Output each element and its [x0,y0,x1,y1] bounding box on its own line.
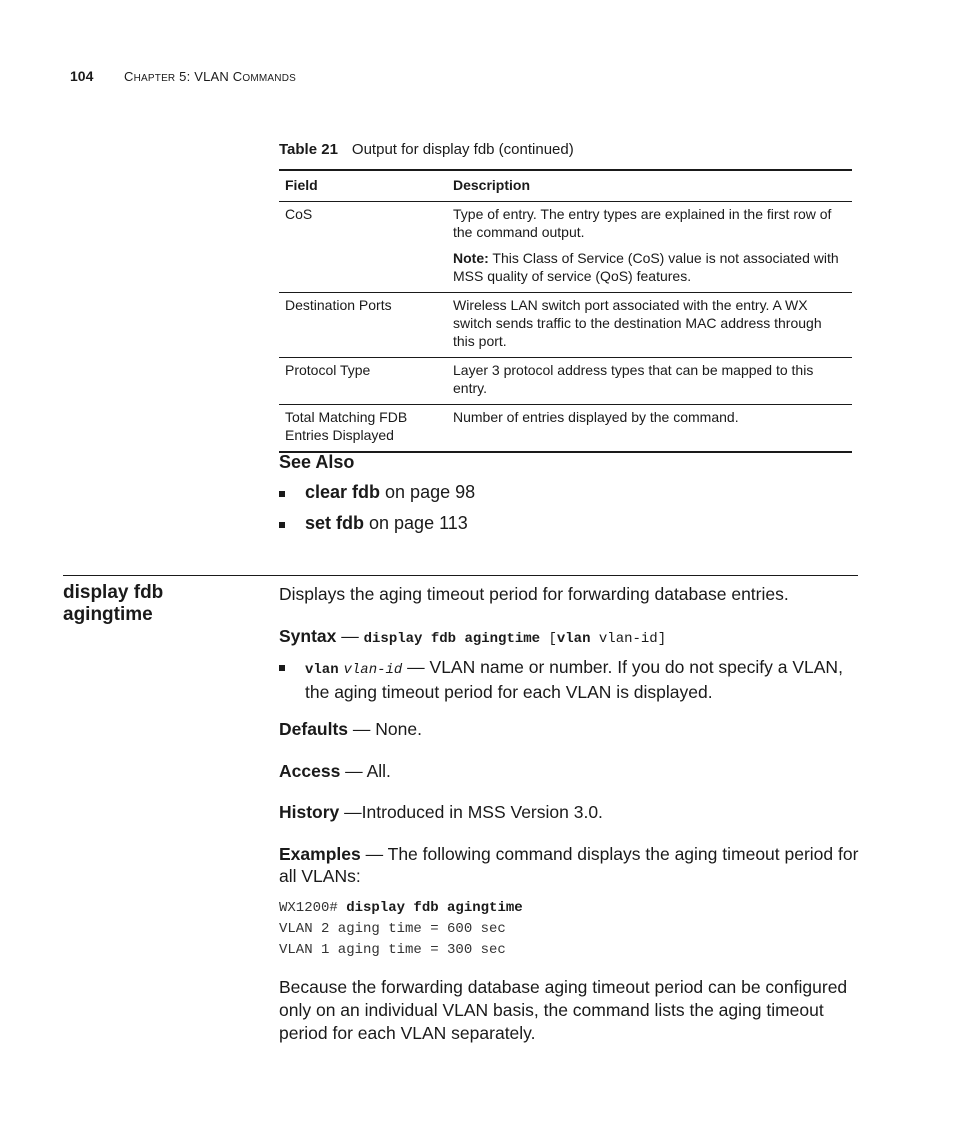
syntax-command: display fdb agingtime [363,631,541,647]
defaults-label: Defaults [279,719,349,739]
table-caption-text: Output for display fdb (continued) [351,141,574,158]
access-line [279,760,859,782]
chapter-title-part: C [124,69,134,84]
code-command: display fdb agingtime [346,900,523,916]
see-also-heading: See Also [279,452,355,472]
section-heading-line: display fdb [63,582,164,603]
code-output-line: VLAN 1 aging time = 300 sec [279,942,506,958]
command-description: Displays the aging timeout period for forwarding database entries. [279,584,789,604]
bullet-icon [279,665,285,671]
table-caption [279,141,574,158]
page-number: 104 [70,68,94,84]
table-row [279,358,852,405]
see-also-item [279,513,468,534]
code-output-line: VLAN 2 aging time = 600 sec [279,921,506,937]
syntax-keyword: vlan [556,631,591,647]
see-also-link-clear-fdb[interactable]: clear fdb [305,482,381,502]
table-row [279,405,852,453]
syntax-dash: — [336,626,364,646]
chapter-title-part: HAPTER [133,73,176,84]
chapter-title [124,69,296,84]
closing-paragraph: Because the forwarding database aging timeout period can be configured only on an individual VLAN basis, the command lists the aging timeout period for each VLAN separately. [279,977,848,1043]
table-header-row [279,170,852,202]
code-example [279,898,523,961]
syntax-label: Syntax [279,626,337,646]
section-divider [63,575,858,576]
table-row [279,202,852,293]
param-keyword: vlan [305,662,339,678]
section-heading [63,582,263,626]
description-cell: Number of entries displayed by the command. [453,409,739,425]
description-text: Type of entry. The entry types are explained in the first row of the command output. [453,206,832,240]
field-cell: Protocol Type [285,362,371,378]
access-text: — All. [340,761,391,781]
examples-label: Examples [279,844,361,864]
param-description: — VLAN name or number. If you do not specify a VLAN, the aging timeout period for each VLAN is displayed. [305,657,843,702]
syntax-line [279,625,859,650]
syntax-bracket: [ [540,631,557,647]
parameter-item [279,656,859,703]
see-also-page-ref: on page 113 [364,513,468,533]
chapter-title-part: OMMANDS [242,73,297,84]
table-caption-number: Table 21 [279,141,338,158]
column-header-field: Field [285,177,318,193]
param-arg: vlan-id [343,662,403,678]
field-cell: Destination Ports [285,297,392,313]
note-body: This Class of Service (CoS) value is not associated with MSS quality of service (QoS) features. [453,250,839,284]
chapter-title-part: 5: VLAN C [175,69,243,84]
syntax-bracket: ] [657,631,667,647]
see-also-link-set-fdb[interactable]: set fdb [305,513,365,533]
defaults-text: — None. [348,719,422,739]
field-cell: CoS [285,206,313,222]
bullet-icon [279,522,285,528]
description-cell: Wireless LAN switch port associated with the entry. A WX switch sends traffic to the destination MAC address through this port. [453,297,822,349]
access-label: Access [279,761,341,781]
column-header-description: Description [453,177,531,193]
examples-text: — The following command displays the aging timeout period for all VLANs: [279,844,859,886]
defaults-line [279,718,859,740]
table-row [279,293,852,358]
history-label: History [279,802,340,822]
code-prompt: WX1200# [279,900,347,916]
syntax-arg: vlan-id [590,631,658,647]
history-line [279,801,859,823]
field-cell: Total Matching FDB Entries Displayed [285,409,408,443]
bullet-icon [279,491,285,497]
section-heading-line: agingtime [63,604,153,625]
note-text [453,249,846,285]
see-also-page-ref: on page 98 [380,482,476,502]
examples-line [279,843,859,887]
description-cell: Layer 3 protocol address types that can be mapped to this entry. [453,362,814,396]
note-label: Note: [453,250,489,266]
history-text: —Introduced in MSS Version 3.0. [339,802,603,822]
output-table [279,169,852,453]
see-also-item [279,482,475,503]
description-cell [447,202,852,293]
